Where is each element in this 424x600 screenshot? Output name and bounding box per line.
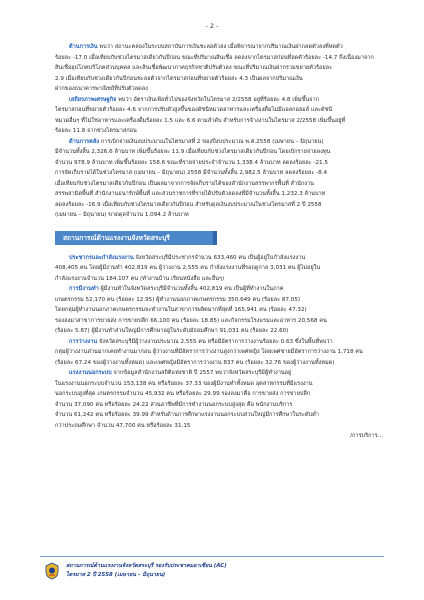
paragraph-line: การว่างงาน จังหวัดสระบุรีมีผู้ว่างงานประมาณ 2,555 คน หรือมีอัตราการว่างงานร้อยละ 0.63 ซึ่งในพื้นที่พบว่า	[69, 338, 333, 345]
footer-text	[66, 562, 227, 579]
footer-line: สถานการณ์ด้านแรงงานจังหวัดสระบุรี รองรับประชาคมอาเซียน (AC)	[66, 563, 227, 569]
footer-divider	[40, 556, 384, 557]
paragraph-line: เมื่อเทียบกับช่วงไตรมาสเดียวกันปีก่อน เป็นผลมาจากการจัดเก็บรายได้ของสำนักงานสรรพากรพื้นที่ สำนักงาน	[55, 180, 315, 187]
heading-fiscal: ด้านการคลัง	[69, 138, 100, 145]
paragraph-line: เกษตรกรรม 52,170 คน (ร้อยละ 12.95) ผู้ทำงานนอกภาคเกษตรกรรม 350,649 คน (ร้อยละ 87.05)	[55, 296, 301, 303]
paragraph-line: จำนวน 37,090 คน หรือร้อยละ 24.22 ส่วนอาชีพที่มีการทำงานนอกระบบสูงสุด คือ พนักงานบริการ	[55, 401, 293, 408]
paragraph-line: มีจำนวนทั้งสิ้น 2,326.6 ล้านบาท เพิ่มขึ้นร้อยละ 11.9 เมื่อเทียบกับช่วงไตรมาสเดียวกันปีก่อน โดยเบิกรายจ่ายลงทุน	[55, 149, 331, 155]
emblem-icon	[44, 562, 60, 580]
heading-unemployment: การว่างงาน	[69, 338, 98, 345]
paragraph-line: สินเชื่ออุปโภคบริโภคส่วนบุคคล และสินเชื่อพัฒนาภาคธุรกิจชาติปรับตัวลง ขณะที่ปริมาณเงินฝากรวมขยายตัวร้อยละ	[55, 65, 333, 71]
paragraph-population	[55, 253, 383, 285]
paragraph-line: ด้านการเงิน พบว่า สถานะคล่องในระบบสถาบันการเงินชะลอตัวลง เมื่อพิจารณาจากปริมาณเงินฝากลดตัวลงที่หดตัว	[69, 44, 343, 50]
paragraph-line: การจัดเก็บรายได้ในช่วงไตรมาส (เมษายน – มิถุนายน) 2558 มีจำนวนทั้งสิ้น 2,982.5 ล้านบาท ลดลงร้อยละ -8.4	[55, 170, 328, 176]
paragraph-line: หมวดอื่นๆ ที่ไม่ใช่อาหารและเครื่องดื่มร้อยละ 1.5 และ 6.6 ตามลำดับ สำหรับการจ้างงานในไตรมาส 2/2558 เพิ่มขึ้นอยู่ที่	[55, 117, 346, 124]
paragraph-stability	[55, 95, 383, 137]
paragraph-unemployment	[55, 337, 383, 369]
heading-employment: การมีงานทำ	[69, 286, 99, 292]
heading-informal-labor: แรงงานนอกระบบ	[69, 370, 112, 376]
paragraph-line: (เมษายน – มิถุนายน) ขาดดุลจำนวน 1,094.2 ล้านบาท	[55, 212, 189, 218]
paragraph-line: การมีงานทำ ผู้มีงานทำในจังหวัดสระบุรีมีจำนวนทั้งสิ้น 402,819 คน เป็นผู้ที่ทำงานในภาค	[69, 286, 284, 292]
paragraph-line: 2.9 เมื่อเทียบกับช่วงเดียวกันปีก่อนชะลอตัวจากไตรมาสก่อนที่ขยายตัวร้อยละ 4.3 เป็นผลจากปริมาณเงิน	[55, 75, 303, 82]
paragraph-line: ประชากรและกำลังแรงงาน จังหวัดสระบุรีมีประชากรจำนวน 633,460 คน เป็นผู้อยู่ในกำลังแรงงาน	[69, 254, 306, 261]
paragraph-line: จำนวน 61,242 คน หรือร้อยละ 39.99 สำหรับด้านการศึกษาแรงงานนอกระบบส่วนใหญ่มีการศึกษาในระดับต่ำ	[55, 412, 319, 418]
paragraph-line: ในแรงงานนอกระบบจำนวน 153,138 คน หรือร้อยละ 37.33 ของผู้มีงานทำทั้งหมด อุตสาหกรรมที่มีแรงงาน	[55, 380, 313, 387]
paragraph-finance	[55, 42, 383, 95]
paragraph-line: รองลงมาสาขาการขายส่ง การขายปลีก 66,100 คน (ร้อยละ 18.85) และกิจกรรมโรงแรมและอาหาร 20,568 คน	[55, 317, 327, 324]
paragraph-line: จำนวน 978.9 ล้านบาท เพิ่มขึ้นร้อยละ 158.6 ขณะที่รายจ่ายประจำจำนวน 1,338.4 ล้านบาท ลดลงร้อยละ -21.5	[55, 159, 328, 166]
footer-line: ไตรมาส 2 ปี 2558 (เมษายน – มิถุนายน)	[66, 571, 166, 578]
paragraph-line: กว่าประถมศึกษา จำนวน 47,700 คน หรือร้อยละ 31.15	[55, 422, 191, 429]
paragraph-line: (ร้อยละ 67.24 ของผู้ว่างงานทั้งหมด) และเพศหญิงมีอัตราการว่างงาน 837 คน (ร้อยละ 32.76 ของผู้ว่างงานทั้งหมด)	[55, 359, 335, 366]
heading-population: ประชากรและกำลังแรงงาน	[69, 254, 134, 261]
paragraph-line: ลดลงร้อยละ -16.9 เมื่อเทียบกับช่วงไตรมาสเดียวกันปีก่อน สำหรับดุลเงินงบประมาณในช่วงไตรมาสที่ 2 ปี 2558	[55, 201, 322, 208]
paragraph-informal-labor	[55, 368, 383, 431]
paragraph-line: เสถียรภาพเศรษฐกิจ พบว่า อัตราเงินเฟ้อทั่วไปของจังหวัดในไตรมาส 2/2558 อยู่ที่ร้อยละ 4.8 เพิ่มขึ้นจาก	[69, 96, 319, 103]
paragraph-line: กำลังแรงงานจำนวน 184,107 คน (ทำงานบ้าน เรียนหนังสือ และอื่นๆ)	[55, 275, 225, 282]
paragraph-line: กลุ่มผู้ว่างงานส่วนมากเคยทำงานมาก่อน ผู้ว่างงานที่มีอัตราการว่างงานสูงกว่าเพศหญิง โดยเพศชายมีอัตราการว่างงาน 1,718 คน	[55, 349, 363, 355]
paragraph-employment	[55, 284, 383, 337]
section-title: สถานการณ์ด้านแรงงานจังหวัดสระบุรี	[55, 231, 217, 245]
document-body	[55, 42, 383, 442]
heading-stability: เสถียรภาพเศรษฐกิจ	[69, 96, 117, 103]
paragraph-line: ฝากของธนาคารพาณิชย์ที่ปรับตัวลดลง	[55, 86, 148, 92]
paragraph-line: แรงงานนอกระบบ จากข้อมูลสำนักงานสถิติแห่งชาติ ปี 2557 พบว่าจังหวัดสระบุรีมีผู้ทำงานอยู่	[69, 370, 292, 376]
paragraph-line: ด้านการคลัง การเบิกจ่ายเงินงบประมาณในไตรมาสที่ 2 ของปีงบประมาณ พ.ศ.2558 (เมษายน – มิถุนายน)	[69, 138, 324, 145]
paragraph-line: สรรพสามิตพื้นที่ สำนักงานธนารักษ์พื้นที่ และส่วนราชการที่รายได้ปรับตัวลดลงที่มีจำนวนทั้งสิ้น 1,232.3 ล้านบาท	[55, 191, 326, 197]
paragraph-line: ร้อยละ -17.0 เมื่อเทียบกับช่วงไตรมาสเดียวกันปีก่อน ขณะที่ปริมาณสินเชื่อ ลดลงจากไตรมาสก่อนที่ลดตัวร้อยละ -14.7 ถึงเนื่องมาจาก	[55, 54, 374, 61]
page-number: - 2 -	[205, 22, 219, 30]
paragraph-line: (ร้อยละ 5.87) ผู้มีงานทำส่วนใหญ่มีการศึกษาอยู่ในระดับมัธยมศึกษา 91,031 คน (ร้อยละ 22.60)	[55, 328, 289, 334]
paragraph-line: ไตรมาสก่อนที่ขยายตัวร้อยละ 4.6 จากการปรับตัวสูงขึ้นของดัชนีหมวดอาหารและเครื่องดื่มไม่มีแอลกอฮอล์ และดัชนี	[55, 107, 333, 113]
heading-finance: ด้านการเงิน	[69, 44, 98, 50]
continuation-marker: /การบริการ...	[350, 433, 383, 439]
paragraph-line: นอกระบบสูงที่สุด เกษตรกรรมจำนวน 45,932 คน หรือร้อยละ 29.99 รองลงมาคือ การขายส่ง การขายปลีก	[55, 391, 311, 397]
paragraph-line: ร้อยละ 11.8 จากช่วงไตรมาสก่อน	[55, 128, 137, 134]
paragraph-fiscal	[55, 137, 383, 221]
paragraph-line: 408,405 คน โดยผู้มีงานทำ 402,819 คน ผู้ว่างงาน 2,555 คน กำลังแรงงานที่รอฤดูกาล 3,031 คน ผู้ไม่อยู่ใน	[55, 265, 321, 271]
paragraph-line: โดยกลุ่มผู้ทำงานนอกภาคเกษตรกรรมจะทำงานในสาขาการผลิตมากที่สุดที่ 165,941 คน (ร้อยละ 47.32)	[55, 307, 307, 313]
